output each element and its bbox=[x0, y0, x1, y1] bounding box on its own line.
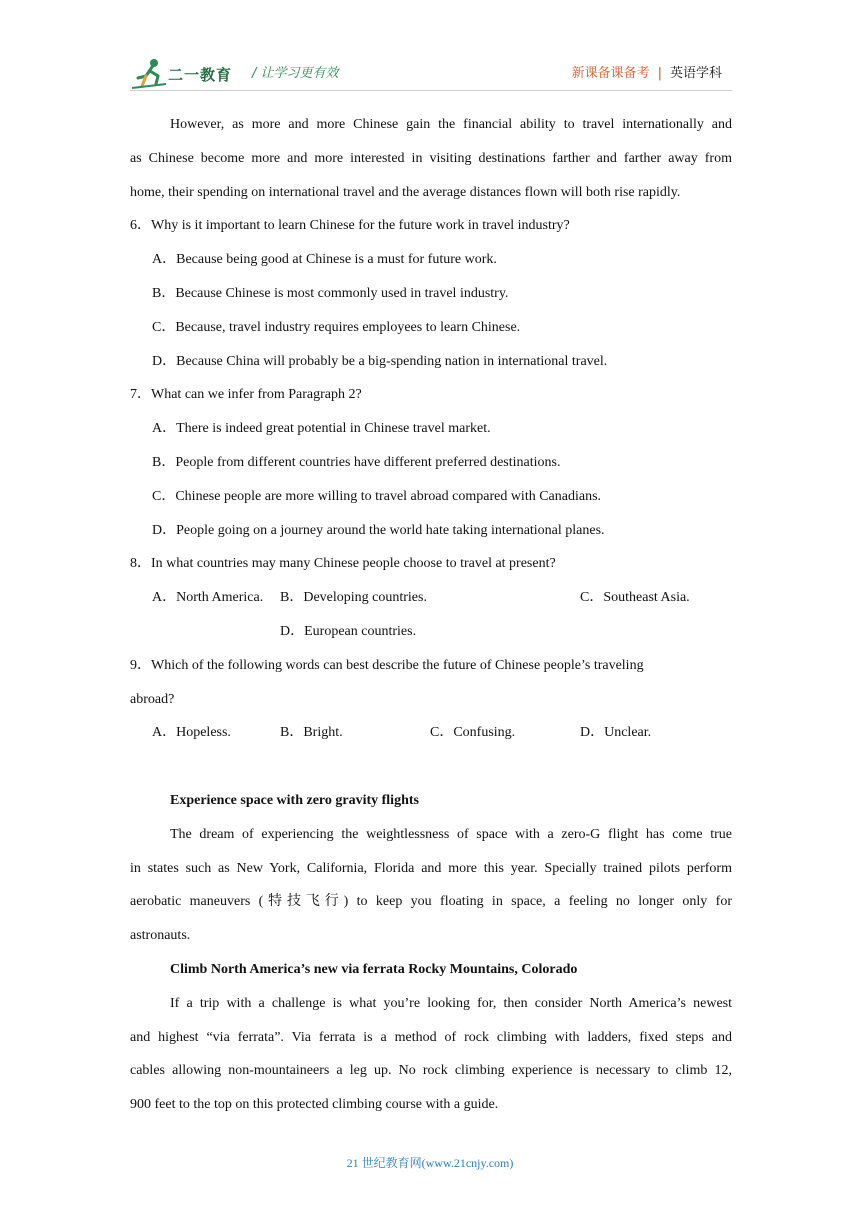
q6-option-d: D．Because China will probably be a big-spending nation in international travel. bbox=[152, 353, 608, 369]
q9-option-d: D．Unclear. bbox=[580, 725, 652, 741]
header-divider bbox=[130, 90, 732, 91]
section-1-title: Experience space with zero gravity flights bbox=[170, 792, 419, 808]
q6-option-a: A．Because being good at Chinese is a must for future work. bbox=[152, 252, 497, 268]
header-right bbox=[572, 62, 722, 81]
q8-options-row-2 bbox=[130, 615, 732, 649]
slogan: / 让学习更有效 bbox=[252, 66, 339, 81]
paragraph-line: home, their spending on international travel and the average distances flown will both rise rapidly. bbox=[130, 184, 681, 200]
q6-option-b: B．Because Chinese is most commonly used in travel industry. bbox=[152, 285, 509, 301]
spacer bbox=[130, 750, 732, 784]
q7-option-d: D．People going on a journey around the world hate taking international planes. bbox=[152, 522, 605, 538]
q9-options-row bbox=[130, 716, 732, 750]
section-1-line: in states such as New York, California, Florida and more this year. Specially trained pilots perform bbox=[130, 860, 732, 876]
logo-text: 二一教育 bbox=[168, 66, 233, 84]
page-header bbox=[130, 52, 730, 92]
q8-option-c: C．Southeast Asia. bbox=[580, 590, 690, 606]
question-7-stem: 7．What can we infer from Paragraph 2? bbox=[130, 387, 362, 403]
runner-logo-icon bbox=[130, 56, 170, 90]
header-separator: | bbox=[657, 66, 662, 81]
page-footer: 21 世纪教育网(www.21cnjy.com) bbox=[346, 1156, 514, 1170]
q9-option-a: A．Hopeless. bbox=[152, 725, 231, 741]
q8-option-d: D．European countries. bbox=[280, 623, 417, 639]
section-1-line: The dream of experiencing the weightlessness of space with a zero-G flight has come true bbox=[170, 826, 732, 842]
section-1-line: aerobatic maneuvers (特技飞行) to keep you floating in space, a feeling no longer only for bbox=[130, 894, 732, 910]
course-label: 新课备课备考 bbox=[571, 66, 650, 81]
q6-option-c: C．Because, travel industry requires employees to learn Chinese. bbox=[152, 319, 521, 335]
q7-option-a: A．There is indeed great potential in Chinese travel market. bbox=[152, 421, 491, 437]
section-2-line: 900 feet to the top on this protected climbing course with a guide. bbox=[130, 1097, 499, 1113]
document-body bbox=[130, 108, 732, 1122]
section-2-title: Climb North America’s new via ferrata Rocky Mountains, Colorado bbox=[170, 961, 578, 977]
question-9-stem-cont: abroad? bbox=[130, 691, 175, 707]
section-2-line: cables allowing non-mountaineers a leg up. No rock climbing experience is necessary to climb 12, bbox=[130, 1063, 732, 1079]
q7-option-b: B．People from different countries have different preferred destinations. bbox=[152, 454, 561, 470]
question-9-stem: 9．Which of the following words can best describe the future of Chinese people’s traveling bbox=[130, 657, 644, 673]
q9-option-b: B．Bright. bbox=[280, 725, 343, 741]
section-2-line: and highest “via ferrata”. Via ferrata is a method of rock climbing with ladders, fixed steps and bbox=[130, 1029, 732, 1045]
question-6-stem: 6．Why is it important to learn Chinese for the future work in travel industry? bbox=[130, 218, 570, 234]
question-8-stem: 8．In what countries may many Chinese people choose to travel at present? bbox=[130, 556, 556, 572]
q8-options-row bbox=[130, 581, 732, 615]
section-1-line: astronauts. bbox=[130, 928, 191, 944]
logo bbox=[130, 56, 240, 90]
q8-option-b: B．Developing countries. bbox=[280, 590, 427, 606]
subject-label: 英语学科 bbox=[669, 66, 722, 81]
section-2-line: If a trip with a challenge is what you’re looking for, then consider North America’s newest bbox=[170, 995, 732, 1011]
paragraph-line: as Chinese become more and more interested in visiting destinations farther and farther away from bbox=[130, 150, 732, 166]
q8-option-a: A．North America. bbox=[152, 590, 264, 606]
q7-option-c: C．Chinese people are more willing to travel abroad compared with Canadians. bbox=[152, 488, 602, 504]
paragraph-line: However, as more and more Chinese gain the financial ability to travel internationally and bbox=[170, 117, 732, 132]
q9-option-c: C．Confusing. bbox=[430, 725, 516, 741]
